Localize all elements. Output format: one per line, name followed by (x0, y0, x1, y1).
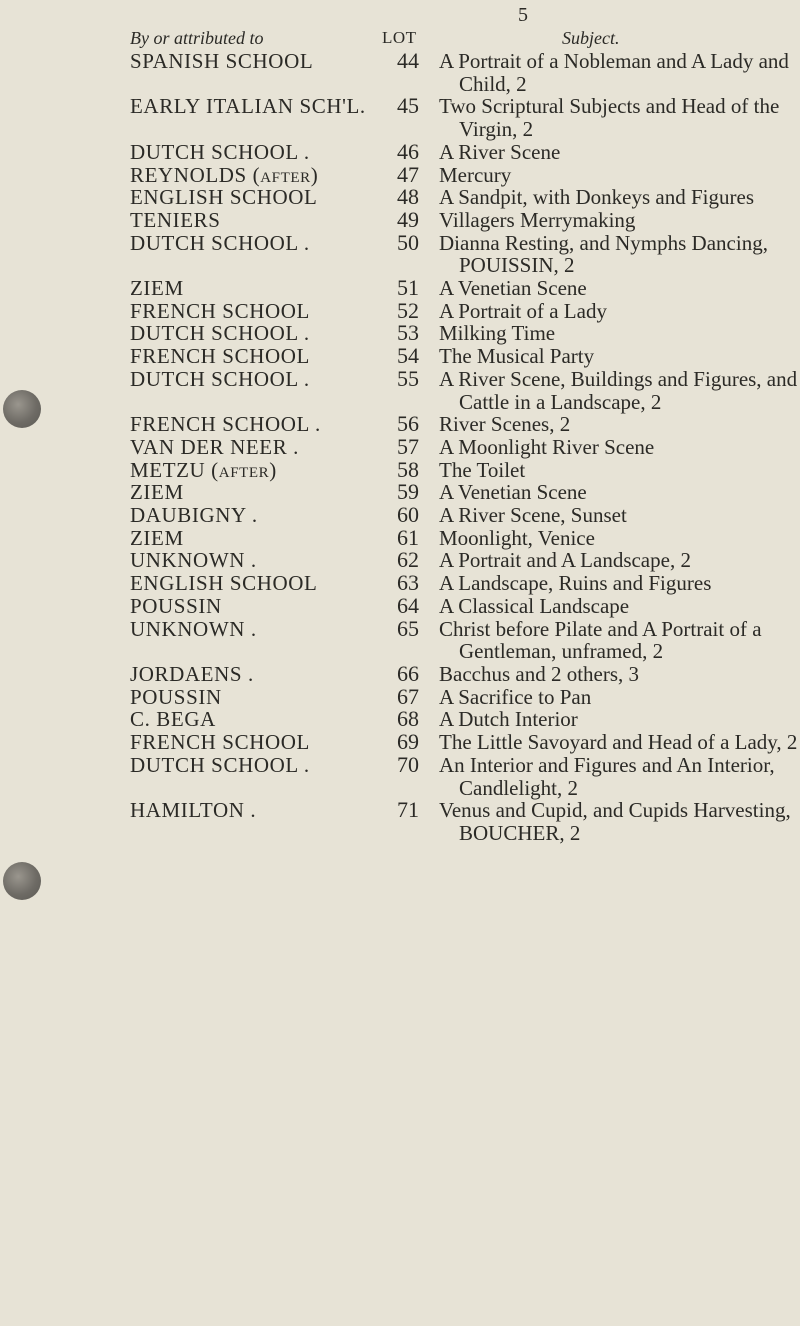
subject: A Venetian Scene (439, 480, 587, 505)
catalogue-entry (0, 186, 800, 209)
subject: A Venetian Scene (439, 276, 587, 301)
artist: ENGLISH SCHOOL (130, 571, 318, 596)
catalogue-entry (0, 365, 800, 414)
catalogue-entry (0, 138, 800, 164)
lot-number: 52 (397, 297, 419, 323)
catalogue-entry (0, 731, 800, 754)
page-number: 5 (518, 4, 528, 26)
artist: ENGLISH SCHOOL (130, 185, 318, 210)
subject: The Toilet (439, 457, 526, 482)
subject: Christ before Pilate and A Portrait of a Gentleman, unframed, 2 (439, 616, 762, 664)
catalogue-entry (0, 799, 800, 844)
catalogue-entry (0, 751, 800, 800)
subject: Villagers Merrymaking (439, 207, 636, 232)
subject: River Scenes, 2 (439, 412, 571, 437)
catalogue-entry (0, 413, 800, 436)
artist: DUTCH SCHOOL . (130, 321, 310, 346)
artist: UNKNOWN . (130, 616, 257, 641)
lot-number: 65 (397, 615, 419, 641)
catalogue-list (0, 50, 800, 845)
subject: Moonlight, Venice (439, 525, 595, 550)
catalogue-entry (0, 660, 800, 686)
lot-number: 53 (397, 320, 419, 346)
subject: A Sandpit, with Donkeys and Figures (439, 185, 754, 210)
lot-number: 45 (397, 93, 419, 119)
artist: FRENCH SCHOOL (130, 344, 310, 369)
artist: REYNOLDS (after) (130, 162, 319, 187)
lot-number: 46 (397, 138, 419, 164)
catalogue-entry (0, 50, 800, 95)
subject: Two Scriptural Subjects and Head of the Virgin, 2 (439, 94, 780, 142)
artist: ZIEM (130, 525, 184, 550)
subject: A Dutch Interior (439, 707, 578, 732)
catalogue-entry (0, 504, 800, 527)
artist: POUSSIN (130, 684, 222, 709)
artist: FRENCH SCHOOL (130, 730, 310, 755)
lot-number: 47 (397, 161, 419, 187)
subject: A Landscape, Ruins and Figures (439, 571, 712, 596)
column-header-lot: LOT (382, 28, 417, 47)
artist: VAN DER NEER . (130, 434, 300, 459)
lot-number: 66 (397, 660, 419, 686)
artist: DUTCH SCHOOL . (130, 752, 310, 777)
subject: A Classical Landscape (439, 593, 630, 618)
artist: ZIEM (130, 276, 184, 301)
lot-number: 55 (397, 365, 419, 391)
catalogue-entry (0, 683, 800, 709)
catalogue-entry (0, 277, 800, 300)
lot-number: 57 (397, 433, 419, 459)
lot-number: 67 (397, 683, 419, 709)
subject: Mercury (439, 162, 512, 187)
artist: HAMILTON . (130, 798, 257, 823)
lot-number: 61 (397, 524, 419, 550)
artist: EARLY ITALIAN SCH'L. (130, 94, 366, 119)
subject: A Portrait of a Nobleman and A Lady and Child, 2 (439, 49, 789, 96)
lot-number: 70 (397, 751, 419, 777)
lot-number: 50 (397, 229, 419, 255)
lot-number: 51 (397, 275, 419, 301)
catalogue-entry (0, 206, 800, 232)
catalogue-entry (0, 481, 800, 504)
lot-number: 63 (397, 570, 419, 596)
artist: C. BEGA (130, 707, 216, 732)
catalogue-entry (0, 433, 800, 459)
lot-number: 68 (397, 706, 419, 732)
lot-number: 62 (397, 547, 419, 573)
artist: DUTCH SCHOOL . (130, 366, 310, 391)
catalogue-entry (0, 456, 800, 482)
subject: A Sacrifice to Pan (439, 684, 592, 709)
subject: Dianna Resting, and Nymphs Dancing, POUISSIN, 2 (439, 230, 768, 278)
artist: DUTCH SCHOOL . (130, 139, 310, 164)
subject: Bacchus and 2 others, 3 (439, 661, 640, 686)
subject: Milking Time (439, 321, 556, 346)
catalogue-entry (0, 322, 800, 345)
artist: POUSSIN (130, 593, 222, 618)
catalogue-entry (0, 161, 800, 187)
catalogue-entry (0, 524, 800, 550)
artist: SPANISH SCHOOL (130, 49, 314, 73)
artist: ZIEM (130, 480, 184, 505)
lot-number: 69 (397, 729, 419, 755)
subject: A Portrait of a Lady (439, 298, 607, 323)
catalogue-entry (0, 615, 800, 664)
lot-number: 54 (397, 343, 419, 369)
artist: METZU (after) (130, 457, 277, 482)
catalogue-entry (0, 549, 800, 572)
catalogue-entry (0, 95, 800, 140)
lot-number: 48 (397, 184, 419, 210)
artist: FRENCH SCHOOL (130, 298, 310, 323)
catalogue-entry (0, 592, 800, 618)
catalogue-entry (0, 572, 800, 595)
subject: A Portrait and A Landscape, 2 (439, 548, 691, 573)
lot-number: 49 (397, 206, 419, 232)
artist: UNKNOWN . (130, 548, 257, 573)
subject: A River Scene (439, 139, 561, 164)
subject: A Moonlight River Scene (439, 434, 655, 459)
catalogue-entry (0, 708, 800, 731)
artist: DUTCH SCHOOL . (130, 230, 310, 255)
artist: DAUBIGNY . (130, 503, 258, 528)
artist: TENIERS (130, 207, 221, 232)
subject: The Musical Party (439, 344, 595, 369)
catalogue-entry (0, 297, 800, 323)
subject: A River Scene, Sunset (439, 503, 627, 528)
binder-hole (3, 862, 41, 900)
lot-number: 64 (397, 592, 419, 618)
subject: Venus and Cupid, and Cupids Harvesting, BOUCHER, 2 (439, 798, 791, 845)
subject: A River Scene, Buildings and Figures, and Cattle in a Landscape, 2 (439, 366, 798, 414)
lot-number: 56 (397, 411, 419, 437)
lot-number: 58 (397, 456, 419, 482)
lot-number: 71 (397, 797, 419, 823)
catalogue-entry (0, 229, 800, 278)
subject: An Interior and Figures and An Interior, Candlelight, 2 (439, 752, 775, 800)
column-header-subject: Subject. (562, 28, 620, 48)
lot-number: 60 (397, 502, 419, 528)
artist: JORDAENS . (130, 661, 254, 686)
catalogue-entry (0, 345, 800, 368)
lot-number: 59 (397, 479, 419, 505)
column-header-artist: By or attributed to (130, 28, 264, 48)
lot-number: 44 (397, 48, 419, 73)
subject: The Little Savoyard and Head of a Lady, 2 (439, 730, 798, 755)
artist: FRENCH SCHOOL . (130, 412, 321, 437)
